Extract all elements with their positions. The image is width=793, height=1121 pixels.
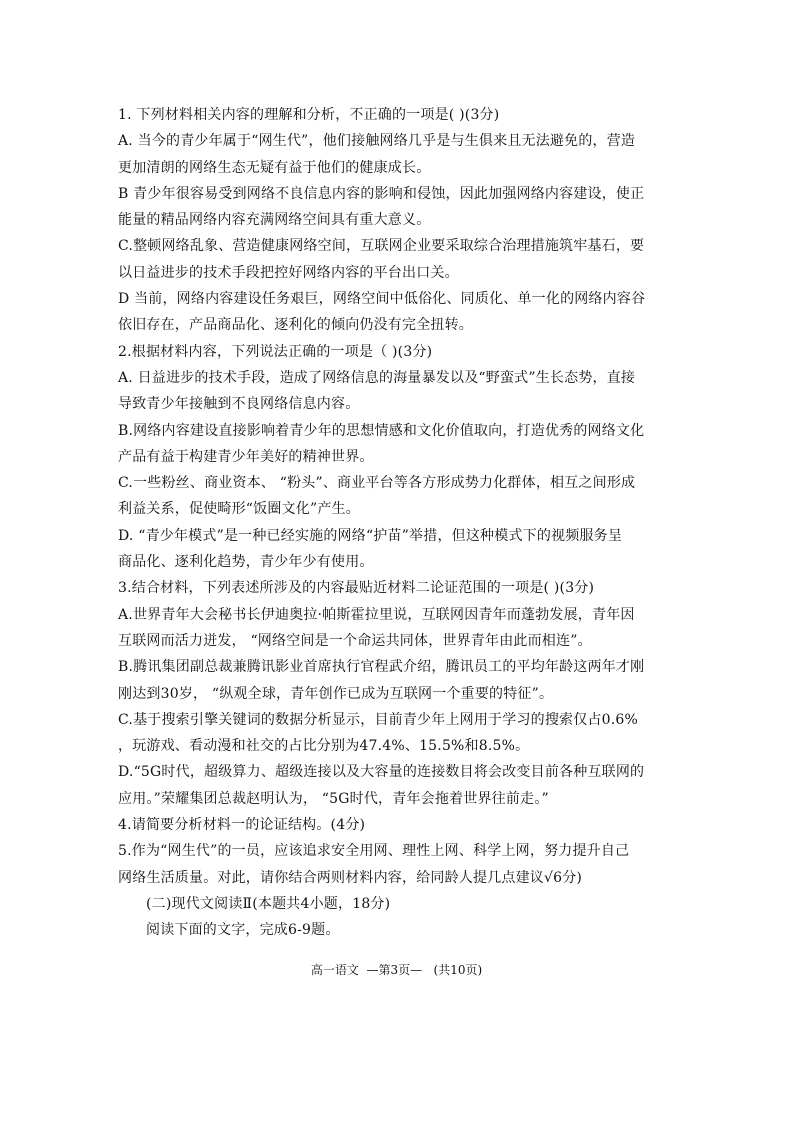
q1-option-d-line-2: 依旧存在，产品商品化、逐利化的倾向仍没有完全扭转。 — [118, 317, 473, 334]
page-footer: 高一语文 —第3页— (共10页) — [310, 963, 483, 977]
q1-option-b-line-1: B 青少年很容易受到网络不良信息内容的影响和侵蚀，因此加强网络内容建设，使正 — [118, 185, 645, 202]
question-5-stem-line-2: 网络生活质量。对此，请你结合两则材料内容，给同龄人提几点建议√6分) — [118, 869, 583, 886]
q2-option-a-line-1: A. 日益进步的技术手段，造成了网络信息的海量暴发以及“野蛮式”生长态势，直接 — [118, 369, 636, 386]
q1-option-a-line-1: A. 当今的青少年属于“网生代”，他们接触网络几乎是与生俱来且无法避免的，营造 — [118, 133, 636, 150]
q1-option-c-line-1: C.整顿网络乱象、营造健康网络空间，互联网企业要采取综合治理措施筑牢基石，要 — [118, 238, 645, 255]
question-1-stem: 1. 下列材料相关内容的理解和分析，不正确的一项是( )(3分) — [118, 107, 500, 123]
q2-option-a-line-2: 导致青少年接触到不良网络信息内容。 — [118, 396, 360, 413]
q2-option-d-line-2: 商品化、逐利化趋势，青少年少有使用。 — [118, 554, 374, 571]
q3-option-d-line-1: D.“5G时代，超级算力、超级连接以及大容量的连接数目将会改变目前各种互联网的 — [118, 764, 645, 781]
question-2-stem: 2.根据材料内容，下列说法正确的一项是（ )(3分) — [118, 343, 433, 360]
q3-option-b-line-2: 刚达到30岁， “纵观全球，青年创作已成为互联网一个重要的特征”。 — [118, 685, 554, 702]
q1-option-b-line-2: 能量的精品网络内容充满网络空间具有重大意义。 — [118, 212, 431, 229]
q3-option-c-line-1: C.基于搜索引擎关键词的数据分析显示，目前青少年上网用于学习的搜索仅占0.6% — [118, 711, 639, 728]
q3-option-a-line-2: 互联网而活力迸发， “网络空间是一个命运共同体，世界青年由此而相连”。 — [118, 632, 592, 649]
q1-option-c-line-2: 以日益进步的技术手段把控好网络内容的平台出口关。 — [118, 264, 459, 281]
q3-option-c-line-2: ，玩游戏、看动漫和社交的占比分别为47.4%、15.5%和8.5%。 — [118, 738, 530, 755]
q2-option-c-line-2: 利益关系，促使畸形“饭圈文化”产生。 — [118, 501, 360, 518]
question-5-stem-line-1: 5.作为“网生代”的一员，应该追求安全用网、理性上网、科学上网，努力提升自己 — [118, 843, 630, 860]
question-3-stem: 3.结合材料，下列表述所涉及的内容最贴近材料二论证范围的一项是( )(3分) — [118, 580, 595, 597]
q2-option-c-line-1: C.一些粉丝、商业资本、 “粉头”、商业平台等各方形成势力化群体，相互之间形成 — [118, 475, 636, 492]
q3-option-d-line-2: 应用。”荣耀集团总裁赵明认为， “5G时代，青年会拖着世界往前走。” — [118, 790, 549, 807]
q2-option-d-line-1: D. “青少年模式”是一种已经实施的网络“护苗”举措，但这种模式下的视频服务呈 — [118, 527, 623, 544]
q1-option-d-line-1: D 当前，网络内容建设任务艰巨，网络空间中低俗化、同质化、单一化的网络内容谷 — [118, 291, 646, 308]
reading-instruction: 阅读下面的文字，完成6-9题。 — [146, 922, 340, 939]
question-text-block — [118, 102, 678, 944]
q2-option-b-line-2: 产品有益于构建青少年美好的精神世界。 — [118, 448, 374, 465]
section-heading: (二)现代文阅读Ⅱ(本题共4小题，18分) — [146, 895, 391, 912]
q2-option-b-line-1: B.网络内容建设直接影响着青少年的思想情感和文化价值取向，打造优秀的网络文化 — [118, 422, 645, 439]
question-4-stem: 4.请简要分析材料一的论证结构。(4分) — [118, 817, 366, 834]
q3-option-b-line-1: B.腾讯集团副总裁兼腾讯影业首席执行官程武介绍，腾讯员工的平均年龄这两年才刚 — [118, 659, 645, 676]
q3-option-a-line-1: A.世界青年大会秘书长伊迪奥拉·帕斯霍拉里说，互联网因青年而蓬勃发展，青年因 — [118, 606, 635, 623]
q1-option-a-line-2: 更加清朗的网络生态无疑有益于他们的健康成长。 — [118, 159, 431, 176]
